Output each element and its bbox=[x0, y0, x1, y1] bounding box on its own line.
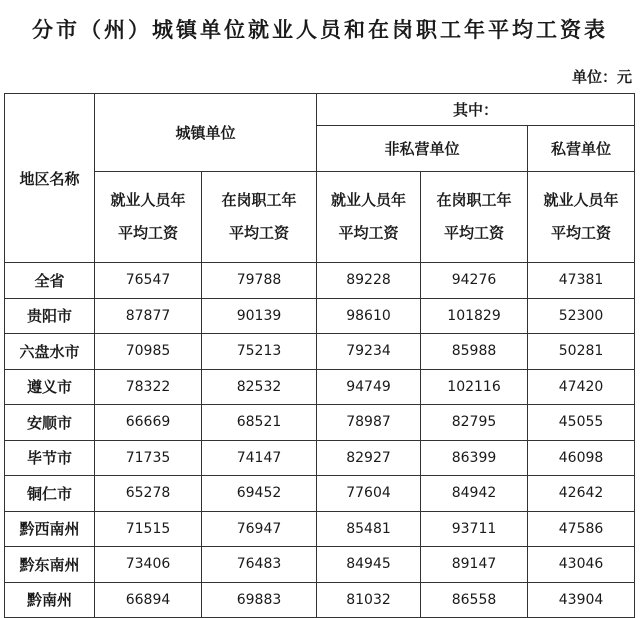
value-cell: 93711 bbox=[421, 511, 528, 547]
header-private-units: 私营单位 bbox=[528, 126, 635, 172]
value-cell: 82927 bbox=[317, 440, 421, 476]
value-cell: 77604 bbox=[317, 476, 421, 512]
page-title: 分市（州）城镇单位就业人员和在岗职工年平均工资表 bbox=[32, 17, 608, 42]
value-cell: 86558 bbox=[421, 582, 528, 618]
value-cell: 98610 bbox=[317, 298, 421, 334]
value-cell: 75213 bbox=[202, 334, 317, 370]
table-row bbox=[5, 334, 635, 370]
header-urban-employed-avg: 就业人员年 平均工资 bbox=[95, 172, 202, 263]
value-cell: 85988 bbox=[421, 334, 528, 370]
value-cell: 43904 bbox=[528, 582, 635, 618]
region-cell: 贵阳市 bbox=[5, 298, 95, 334]
region-cell: 毕节市 bbox=[5, 440, 95, 476]
value-cell: 89228 bbox=[317, 263, 421, 299]
value-cell: 69452 bbox=[202, 476, 317, 512]
value-cell: 85481 bbox=[317, 511, 421, 547]
region-cell: 黔西南州 bbox=[5, 511, 95, 547]
value-cell: 73406 bbox=[95, 547, 202, 583]
region-cell: 安顺市 bbox=[5, 405, 95, 441]
value-cell: 94749 bbox=[317, 369, 421, 405]
value-cell: 66894 bbox=[95, 582, 202, 618]
header-private-employed-avg: 就业人员年 平均工资 bbox=[528, 172, 635, 263]
value-cell: 82532 bbox=[202, 369, 317, 405]
wage-table bbox=[4, 93, 635, 618]
header-nonprivate-onpost-avg: 在岗职工年 平均工资 bbox=[421, 172, 528, 263]
value-cell: 78987 bbox=[317, 405, 421, 441]
value-cell: 66669 bbox=[95, 405, 202, 441]
value-cell: 79788 bbox=[202, 263, 317, 299]
table-row bbox=[5, 582, 635, 618]
value-cell: 94276 bbox=[421, 263, 528, 299]
value-cell: 84945 bbox=[317, 547, 421, 583]
region-cell: 遵义市 bbox=[5, 369, 95, 405]
header-region: 地区名称 bbox=[5, 94, 95, 263]
value-cell: 47381 bbox=[528, 263, 635, 299]
value-cell: 76947 bbox=[202, 511, 317, 547]
value-cell: 76547 bbox=[95, 263, 202, 299]
value-cell: 68521 bbox=[202, 405, 317, 441]
value-cell: 52300 bbox=[528, 298, 635, 334]
table-row bbox=[5, 476, 635, 512]
value-cell: 47420 bbox=[528, 369, 635, 405]
region-cell: 全省 bbox=[5, 263, 95, 299]
table-row bbox=[5, 298, 635, 334]
value-cell: 45055 bbox=[528, 405, 635, 441]
value-cell: 46098 bbox=[528, 440, 635, 476]
header-nonprivate-employed-avg: 就业人员年 平均工资 bbox=[317, 172, 421, 263]
header-non-private-units: 非私营单位 bbox=[317, 126, 528, 172]
value-cell: 76483 bbox=[202, 547, 317, 583]
table-row bbox=[5, 547, 635, 583]
region-cell: 黔东南州 bbox=[5, 547, 95, 583]
value-cell: 65278 bbox=[95, 476, 202, 512]
value-cell: 90139 bbox=[202, 298, 317, 334]
value-cell: 86399 bbox=[421, 440, 528, 476]
value-cell: 79234 bbox=[317, 334, 421, 370]
value-cell: 101829 bbox=[421, 298, 528, 334]
header-urban-units: 城镇单位 bbox=[95, 94, 317, 172]
value-cell: 42642 bbox=[528, 476, 635, 512]
region-cell: 铜仁市 bbox=[5, 476, 95, 512]
value-cell: 71515 bbox=[95, 511, 202, 547]
region-cell: 黔南州 bbox=[5, 582, 95, 618]
value-cell: 70985 bbox=[95, 334, 202, 370]
table-row bbox=[5, 511, 635, 547]
value-cell: 89147 bbox=[421, 547, 528, 583]
value-cell: 50281 bbox=[528, 334, 635, 370]
region-cell: 六盘水市 bbox=[5, 334, 95, 370]
value-cell: 81032 bbox=[317, 582, 421, 618]
header-among: 其中： bbox=[317, 94, 635, 126]
table-row bbox=[5, 405, 635, 441]
value-cell: 102116 bbox=[421, 369, 528, 405]
table-row bbox=[5, 440, 635, 476]
value-cell: 47586 bbox=[528, 511, 635, 547]
value-cell: 82795 bbox=[421, 405, 528, 441]
header-urban-onpost-avg: 在岗职工年 平均工资 bbox=[202, 172, 317, 263]
table-row bbox=[5, 263, 635, 299]
value-cell: 71735 bbox=[95, 440, 202, 476]
value-cell: 43046 bbox=[528, 547, 635, 583]
value-cell: 74147 bbox=[202, 440, 317, 476]
value-cell: 69883 bbox=[202, 582, 317, 618]
value-cell: 78322 bbox=[95, 369, 202, 405]
table-row bbox=[5, 369, 635, 405]
unit-label: 单位：元 bbox=[571, 68, 632, 86]
value-cell: 84942 bbox=[421, 476, 528, 512]
value-cell: 87877 bbox=[95, 298, 202, 334]
